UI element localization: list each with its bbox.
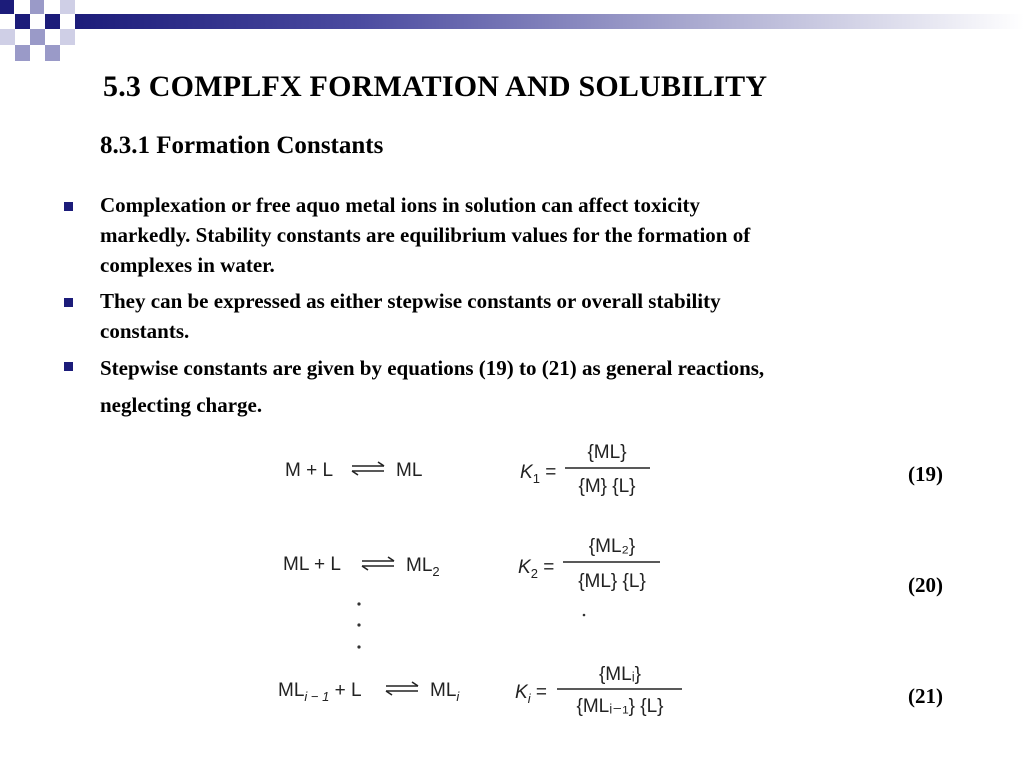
denominator-20: {ML} {L} <box>578 571 646 592</box>
equation-number: (19) <box>908 462 943 486</box>
numerator-21: {MLᵢ} <box>598 664 642 685</box>
slide-title: 5.3 COMPLFX FORMATION AND SOLUBILITY <box>103 70 768 103</box>
constant-21: $K_i$ = <box>515 682 547 706</box>
bullet-text: Stepwise constants are given by equations (19) to (21) as general reactions, neglecting charge. <box>100 356 765 417</box>
bullet-text: They can be expressed as either stepwise constants or overall stability constants. <box>100 289 721 343</box>
reaction-19: M + L <box>285 460 334 481</box>
bullet-text: Complexation or free aquo metal ions in solution can affect toxicity markedly. Stability constants are equilibrium values for the formation of complexes in water. <box>100 193 751 277</box>
equation-20 <box>283 536 660 592</box>
constant-20: $K_2$ = <box>518 557 555 581</box>
numerator-20: {ML₂} <box>588 536 636 557</box>
slide-subtitle: 8.3.1 Formation Constants <box>100 132 384 159</box>
denominator-21: {MLᵢ₋₁} {L} <box>576 696 664 717</box>
equation-number: (20) <box>908 573 943 597</box>
equation-21 <box>278 664 682 717</box>
equilibrium-arrow <box>386 682 418 695</box>
equilibrium-arrow <box>352 462 384 475</box>
equation-19 <box>285 442 650 497</box>
ellipsis-dots <box>357 602 585 648</box>
constant-19: $K_1$ = <box>520 462 557 486</box>
product-19: ML <box>396 460 423 481</box>
numerator-19: {ML} <box>587 442 627 463</box>
product-21: $ML_i$ <box>430 680 460 704</box>
product-20: $ML_2$ <box>406 555 440 579</box>
denominator-19: {M} {L} <box>578 476 636 497</box>
equation-number: (21) <box>908 684 943 708</box>
reaction-20: ML + L <box>283 554 341 575</box>
equilibrium-arrow <box>362 557 394 570</box>
reaction-21: $ML_{i - 1} + L$ <box>278 680 362 704</box>
